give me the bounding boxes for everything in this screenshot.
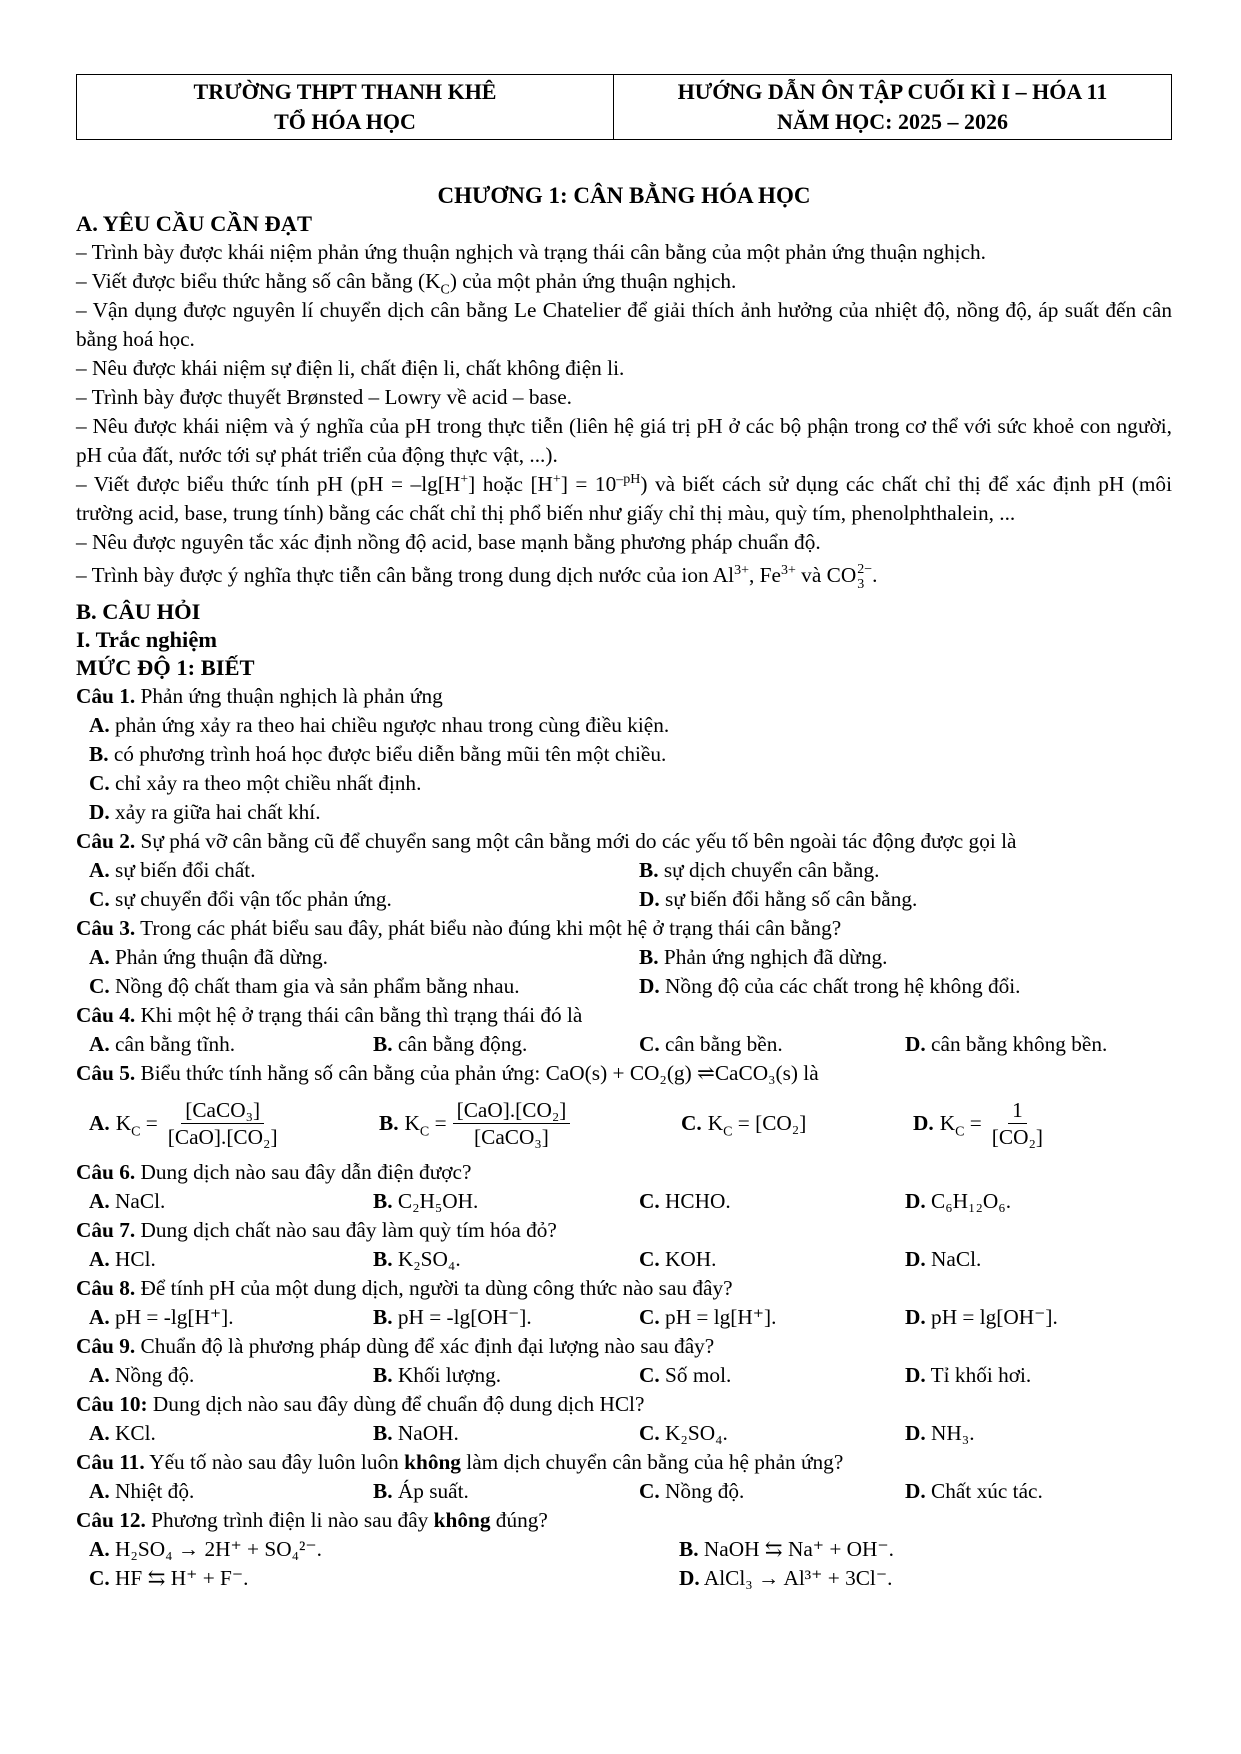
option-a[interactable]: A. cân bằng tĩnh. <box>89 1032 236 1057</box>
option-a[interactable]: A. phản ứng xảy ra theo hai chiều ngược nhau trong cùng điều kiện. <box>89 713 670 738</box>
question-7: Câu 7. Dung dịch chất nào sau đây làm quỳ tím hóa đỏ? <box>76 1218 557 1243</box>
question-10: Câu 10: Dung dịch nào sau đây dùng để chuẩn độ dung dịch HCl? <box>76 1392 645 1417</box>
option-b[interactable]: B. C₂H₅OH. <box>373 1189 479 1214</box>
school-year: NĂM HỌC: 2025 – 2026 <box>777 109 1008 134</box>
question-11-options <box>76 1477 1172 1506</box>
level-1-title: MỨC ĐỘ 1: BIẾT <box>76 655 255 681</box>
requirement-5: – Trình bày được thuyết Brønsted – Lowry về acid – base. <box>76 385 572 409</box>
option-b[interactable]: B. cân bằng động. <box>373 1032 528 1057</box>
question-3-options <box>76 943 1172 1001</box>
option-b[interactable]: B. có phương trình hoá học được biểu diễn bằng mũi tên một chiều. <box>89 742 667 767</box>
requirement-2: – Viết được biểu thức hằng số cân bằng $(K_C)$ của một phản ứng thuận nghịch. <box>76 269 737 298</box>
question-10-options <box>76 1419 1172 1448</box>
option-d[interactable]: D. C₆H₁₂O₆. <box>905 1189 1012 1214</box>
part-1-title: I. Trắc nghiệm <box>76 627 218 653</box>
option-b[interactable]: B. K₂SO₄. <box>373 1247 461 1272</box>
option-a[interactable]: A. Nhiệt độ. <box>89 1479 195 1504</box>
question-5-options <box>76 1088 1172 1158</box>
question-11: Câu 11. Yếu tố nào sau đây luôn luôn không làm dịch chuyển cân bằng của hệ phản ứng? <box>76 1450 844 1475</box>
header-left <box>77 75 614 139</box>
requirement-4: – Nêu được khái niệm sự điện li, chất điện li, chất không điện li. <box>76 356 625 380</box>
header-right <box>614 75 1171 139</box>
option-c[interactable]: C. KOH. <box>639 1247 717 1272</box>
option-d[interactable]: D. AlCl₃ → Al³⁺ + 3Cl⁻. <box>679 1566 893 1591</box>
section-b-title: B. CÂU HỎI <box>76 599 201 625</box>
header-table <box>76 74 1172 140</box>
question-1-options <box>76 711 1172 827</box>
option-b[interactable]: B. NaOH ⇆ Na⁺ + OH⁻. <box>679 1537 895 1562</box>
option-d[interactable]: D. pH = lg[OH⁻]. <box>905 1305 1058 1330</box>
requirement-8: – Nêu được nguyên tắc xác định nồng độ acid, base mạnh bằng phương pháp chuẩn độ. <box>76 530 821 554</box>
question-2-options <box>76 856 1172 914</box>
option-c[interactable]: C. chỉ xảy ra theo một chiều nhất định. <box>89 771 422 796</box>
option-c[interactable]: C. HF ⇆ H⁺ + F⁻. <box>89 1566 249 1591</box>
option-b[interactable]: B. NaOH. <box>373 1421 459 1446</box>
option-c[interactable]: C. Nồng độ chất tham gia và sản phẩm bằng nhau. <box>89 974 520 999</box>
option-b[interactable]: B. $K_C$ = $\frac{\text{[CaO].[CO₂]}}{\text{[CaCO₃]}}$ <box>379 1097 681 1150</box>
option-b[interactable]: B. sự dịch chuyển cân bằng. <box>639 858 880 883</box>
option-c[interactable]: C. cân bằng bền. <box>639 1032 783 1057</box>
option-d[interactable]: D. Tỉ khối hơi. <box>905 1363 1032 1388</box>
option-d[interactable]: D. cân bằng không bền. <box>905 1032 1108 1057</box>
section-a-title: A. YÊU CẦU CẦN ĐẠT <box>76 211 313 236</box>
requirement-6: – Nêu được khái niệm và ý nghĩa của pH trong thực tiễn (liên hệ giá trị pH ở các bộ phận trong cơ thể với sức khoẻ con người, pH của đất, nước tới sự phát triển của động thực vật, ...). <box>76 414 1172 467</box>
requirement-3: – Vận dụng được nguyên lí chuyển dịch cân bằng Le Chatelier để giải thích ảnh hưởng của nhiệt độ, nồng độ, áp suất đến cân bằng hoá học. <box>76 298 1172 351</box>
question-12: Câu 12. Phương trình điện li nào sau đây không đúng? <box>76 1508 548 1533</box>
option-a[interactable]: A. Phản ứng thuận đã dừng. <box>89 945 329 970</box>
question-8-options <box>76 1303 1172 1332</box>
option-b[interactable]: B. Phản ứng nghịch đã dừng. <box>639 945 888 970</box>
question-6: Câu 6. Dung dịch nào sau đây dẫn điện được? <box>76 1160 472 1185</box>
question-4-options <box>76 1030 1172 1059</box>
question-9: Câu 9. Chuẩn độ là phương pháp dùng để xác định đại lượng nào sau đây? <box>76 1334 715 1359</box>
option-d[interactable]: D. NaCl. <box>905 1247 982 1272</box>
document-page <box>76 74 1172 1593</box>
requirement-7: – Viết được biểu thức tính pH (pH = –lg[H+] hoặc $[H^+] = 10^{-pH}$) và biết cách sử dụng các chất chỉ thị để xác định pH (môi trường acid, base, trung tính) bằng các chất chỉ thị phổ biến như giấy chỉ thị màu, quỳ tím, phenolphthalein, ... <box>76 471 1172 525</box>
option-d[interactable]: D. sự biến đổi hằng số cân bằng. <box>639 887 918 912</box>
option-c[interactable]: C. sự chuyển đổi vận tốc phản ứng. <box>89 887 392 912</box>
option-a[interactable]: A. sự biến đổi chất. <box>89 858 256 883</box>
option-c[interactable]: C. Nồng độ. <box>639 1479 745 1504</box>
option-c[interactable]: C. $K_C = [CO_2]$ <box>681 1110 807 1139</box>
requirement-9: – Trình bày được ý nghĩa thực tiễn cân bằng trong dung dịch nước của ion $Al^{3+}$, $Fe^{3+}$ và CO 2− 3 . <box>76 562 878 593</box>
question-9-options <box>76 1361 1172 1390</box>
question-2: Câu 2. Sự phá vỡ cân bằng cũ để chuyển sang một cân bằng mới do các yếu tố bên ngoài tác động được gọi là <box>76 829 1017 854</box>
option-c[interactable]: C. Số mol. <box>639 1363 732 1388</box>
department-name: TỔ HÓA HỌC <box>274 109 416 134</box>
question-8: Câu 8. Để tính pH của một dung dịch, người ta dùng công thức nào sau đây? <box>76 1276 733 1301</box>
option-c[interactable]: C. HCHO. <box>639 1189 731 1214</box>
option-b[interactable]: B. Khối lượng. <box>373 1363 502 1388</box>
question-1: Câu 1. Phản ứng thuận nghịch là phản ứng <box>76 684 443 709</box>
chapter-title: CHƯƠNG 1: CÂN BẰNG HÓA HỌC <box>437 183 811 208</box>
option-d[interactable]: D. Chất xúc tác. <box>905 1479 1043 1504</box>
question-5: Câu 5. Biểu thức tính hằng số cân bằng của phản ứng: CaO(s) + CO₂(g) ⇌CaCO₃(s) là <box>76 1061 819 1086</box>
option-b[interactable]: B. pH = -lg[OH⁻]. <box>373 1305 532 1330</box>
option-d[interactable]: D. $K_C$ = $\frac{1}{\text{[CO₂]}}$ <box>913 1097 1043 1149</box>
school-name: TRƯỜNG THPT THANH KHÊ <box>193 79 497 104</box>
option-d[interactable]: D. xảy ra giữa hai chất khí. <box>89 800 321 825</box>
option-a[interactable]: A. KCl. <box>89 1421 156 1446</box>
question-4: Câu 4. Khi một hệ ở trạng thái cân bằng thì trạng thái đó là <box>76 1003 583 1028</box>
option-d[interactable]: D. NH₃. <box>905 1421 975 1446</box>
option-a[interactable]: A. $K_C$ = $\frac{\text{[CaCO₃]}}{\text{[CaO].[CO₂]}}$ <box>89 1097 278 1149</box>
question-3: Câu 3. Trong các phát biểu sau đây, phát biểu nào đúng khi một hệ ở trạng thái cân bằng? <box>76 916 842 941</box>
doc-title: HƯỚNG DẪN ÔN TẬP CUỐI KÌ I – HÓA 11 <box>677 79 1108 104</box>
option-c[interactable]: C. pH = lg[H⁺]. <box>639 1305 777 1330</box>
question-12-options <box>76 1535 1172 1593</box>
question-7-options <box>76 1245 1172 1274</box>
content-body <box>76 210 1172 1593</box>
option-a[interactable]: A. HCl. <box>89 1247 156 1272</box>
option-b[interactable]: B. Áp suất. <box>373 1479 469 1504</box>
option-a[interactable]: A. NaCl. <box>89 1189 166 1214</box>
question-6-options <box>76 1187 1172 1216</box>
option-c[interactable]: C. K₂SO₄. <box>639 1421 728 1446</box>
option-d[interactable]: D. Nồng độ của các chất trong hệ không đổi. <box>639 974 1021 999</box>
option-a[interactable]: A. Nồng độ. <box>89 1363 195 1388</box>
option-a[interactable]: A. H₂SO₄ → 2H⁺ + SO₄²⁻. <box>89 1537 322 1562</box>
option-a[interactable]: A. pH = -lg[H⁺]. <box>89 1305 234 1330</box>
requirement-1: – Trình bày được khái niệm phản ứng thuận nghịch và trạng thái cân bằng của một phản ứng thuận nghịch. <box>76 240 987 264</box>
